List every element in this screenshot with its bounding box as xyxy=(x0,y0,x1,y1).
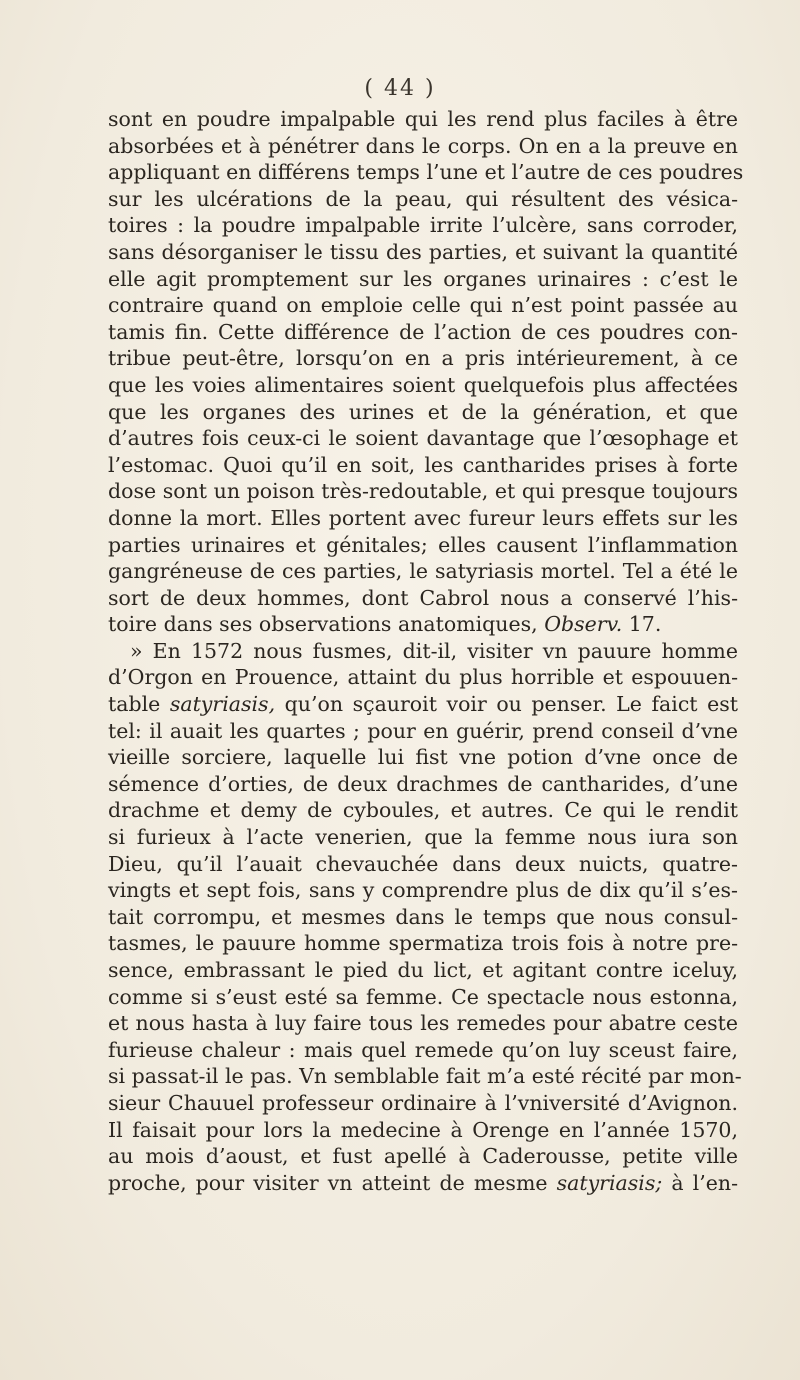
text-line: tel: il auait les quartes ; pour en guérir, prend conseil d’vne xyxy=(108,718,738,743)
text-line: Il faisait pour lors la medecine à Orenge en l’année 1570, xyxy=(108,1117,738,1142)
text-line: sémence d’orties, de deux drachmes de cantharides, d’une xyxy=(108,771,738,796)
text-line: que les organes des urines et de la génération, et que xyxy=(108,399,738,424)
page-number: ( 44 ) xyxy=(364,76,436,101)
text-line: si passat-il le pas. Vn semblable fait m’a esté récité par mon- xyxy=(108,1064,742,1089)
text-line: tamis fin. Cette différence de l’action de ces poudres con- xyxy=(108,319,738,344)
text-line: sont en poudre impalpable qui les rend plus faciles à être xyxy=(108,107,738,131)
text-line: comme si s’eust esté sa femme. Ce spectacle nous estonna, xyxy=(108,984,738,1009)
text-line: l’estomac. Quoi qu’il en soit, les cantharides prises à forte xyxy=(108,452,738,477)
text-line: sieur Chauuel professeur ordinaire à l’vniversité d’Avignon. xyxy=(108,1090,738,1115)
text-line: sur les ulcérations de la peau, qui résultent des vésica- xyxy=(108,186,738,211)
text-line: vingts et sept fois, sans y comprendre plus de dix qu’il s’es- xyxy=(108,878,738,903)
text-line: que les voies alimentaires soient quelquefois plus affectées xyxy=(108,372,738,397)
text-line: toires : la poudre impalpable irrite l’ulcère, sans corroder, xyxy=(108,213,738,238)
text-line: d’autres fois ceux-ci le soient davantage que l’œsophage et xyxy=(108,426,738,451)
text-line: d’Orgon en Prouence, attaint du plus horrible et espouuen- xyxy=(108,665,738,690)
text-line: » En 1572 nous fusmes, dit-il, visiter vn pauure homme xyxy=(130,638,738,663)
body-text xyxy=(108,106,744,1196)
text-line: proche, pour visiter vn atteint de mesme satyriasis; à l’en- xyxy=(108,1170,739,1195)
text-line: tasmes, le pauure homme spermatiza trois fois à notre pre- xyxy=(108,931,738,956)
text-line: Dieu, qu’il l’auait chevauchée dans deux nuicts, quatre- xyxy=(108,851,738,876)
text-line: dose sont un poison très-redoutable, et qui presque toujours xyxy=(108,479,738,504)
text-line: sort de deux hommes, dont Cabrol nous a conservé l’his- xyxy=(108,585,738,610)
text-line: vieille sorciere, laquelle lui fist vne potion d’vne once de xyxy=(108,745,738,770)
text-line: donne la mort. Elles portent avec fureur leurs effets sur les xyxy=(108,505,738,530)
text-line: absorbées et à pénétrer dans le corps. On en a la preuve en xyxy=(108,133,738,158)
text-line: tribue peut-être, lorsqu’on en a pris intérieurement, à ce xyxy=(108,346,738,371)
text-line: furieuse chaleur : mais quel remede qu’on luy sceust faire, xyxy=(108,1037,738,1062)
text-line: et nous hasta à luy faire tous les remedes pour abatre ceste xyxy=(108,1011,738,1036)
text-line: table satyriasis, qu’on sçauroit voir ou penser. Le faict est xyxy=(108,692,738,717)
text-line: elle agit promptement sur les organes urinaires : c’est le xyxy=(108,266,738,291)
text-line: appliquant en différens temps l’une et l’autre de ces poudres xyxy=(108,160,744,185)
text-line: toire dans ses observations anatomiques, Observ. 17. xyxy=(108,612,662,637)
text-line: gangréneuse de ces parties, le satyriasis mortel. Tel a été le xyxy=(108,559,738,584)
text-line: parties urinaires et génitales; elles causent l’inflammation xyxy=(108,532,738,557)
text-line: tait corrompu, et mesmes dans le temps que nous consul- xyxy=(108,904,738,929)
text-line: contraire quand on emploie celle qui n’est point passée au xyxy=(108,293,738,318)
text-line: drachme et demy de cyboules, et autres. Ce qui le rendit xyxy=(108,798,738,823)
text-line: au mois d’aoust, et fust apellé à Caderousse, petite ville xyxy=(108,1144,738,1169)
text-line: sence, embrassant le pied du lict, et agitant contre iceluy, xyxy=(108,958,738,982)
text-line: si furieux à l’acte venerien, que la femme nous iura son xyxy=(108,825,738,850)
text-line: sans désorganiser le tissu des parties, et suivant la quantité xyxy=(108,239,738,264)
